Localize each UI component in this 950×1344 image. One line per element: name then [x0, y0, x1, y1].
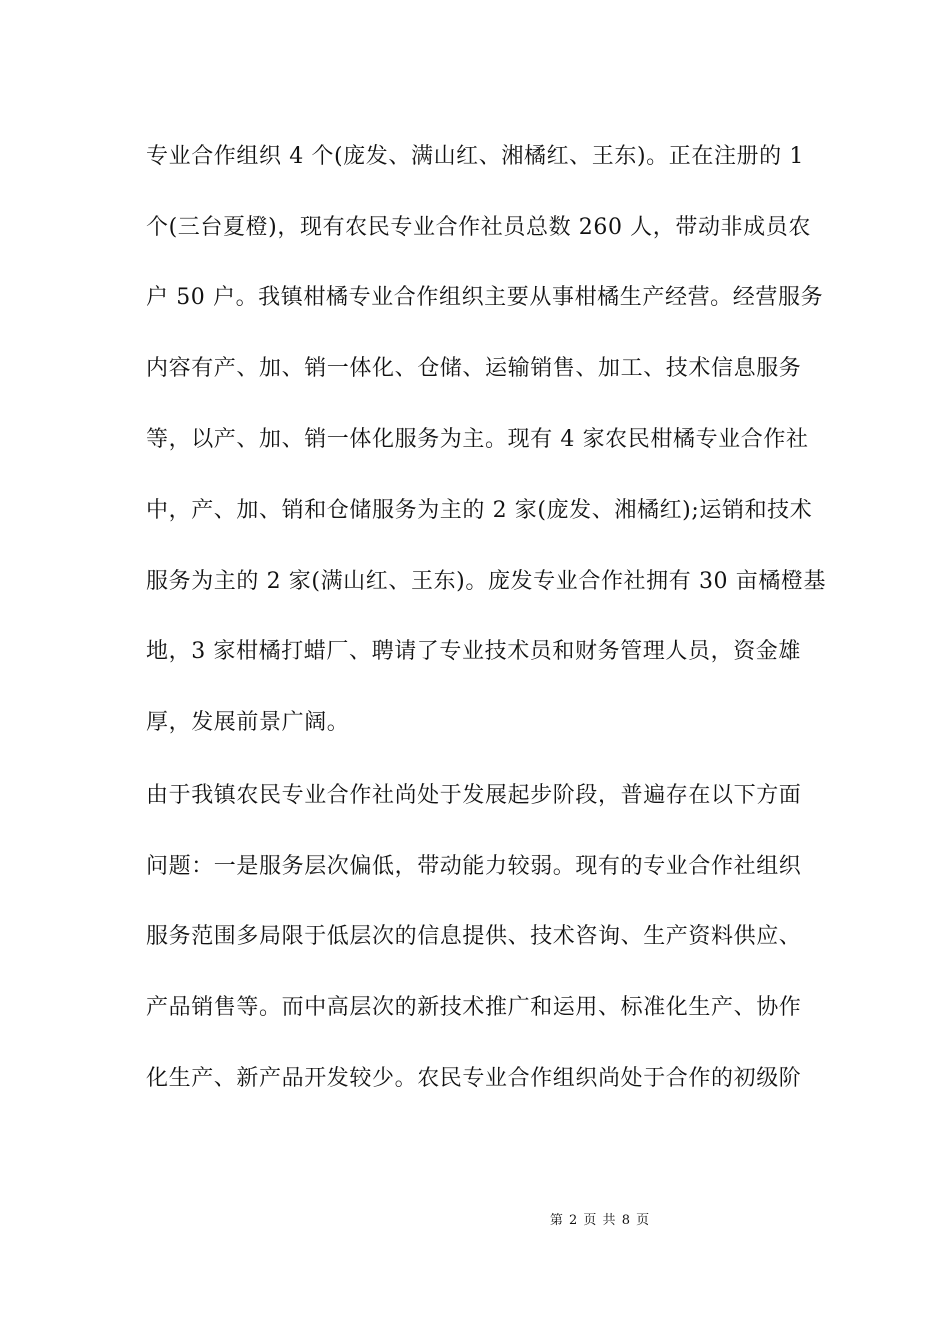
- body-text-line: 地，3 家柑橘打蜡厂、聘请了专业技术员和财务管理人员，资金雄: [146, 639, 801, 664]
- body-text-line: 户 50 户。我镇柑橘专业合作组织主要从事柑橘生产经营。经营服务: [146, 285, 824, 310]
- body-text-line: 专业合作组织 4 个(庞发、满山红、湘橘红、王东)。正在注册的 1: [146, 144, 804, 169]
- body-text-line: 厚，发展前景广阔。: [146, 710, 350, 735]
- body-text-line: 个(三台夏橙)，现有农民专业合作社员总数 260 人，带动非成员农: [146, 215, 811, 240]
- body-text-line: 服务范围多局限于低层次的信息提供、技术咨询、生产资料供应、: [146, 924, 802, 949]
- body-text-line: 等，以产、加、销一体化服务为主。现有 4 家农民柑橘专业合作社: [146, 427, 809, 452]
- body-text-line: 化生产、新产品开发较少。农民专业合作组织尚处于合作的初级阶: [146, 1066, 802, 1091]
- page-number-footer: 第 2 页 共 8 页: [549, 1213, 651, 1228]
- body-text-line: 服务为主的 2 家(满山红、王东)。庞发专业合作社拥有 30 亩橘橙基: [146, 569, 827, 594]
- body-text-line: 问题：一是服务层次偏低，带动能力较弱。现有的专业合作社组织: [146, 854, 802, 879]
- body-text-line: 由于我镇农民专业合作社尚处于发展起步阶段，普遍存在以下方面: [146, 783, 802, 808]
- body-text-line: 内容有产、加、销一体化、仓储、运输销售、加工、技术信息服务: [146, 356, 802, 381]
- body-text-line: 中，产、加、销和仓储服务为主的 2 家(庞发、湘橘红);运销和技术: [146, 498, 813, 523]
- body-text-line: 产品销售等。而中高层次的新技术推广和运用、标准化生产、协作: [146, 995, 802, 1020]
